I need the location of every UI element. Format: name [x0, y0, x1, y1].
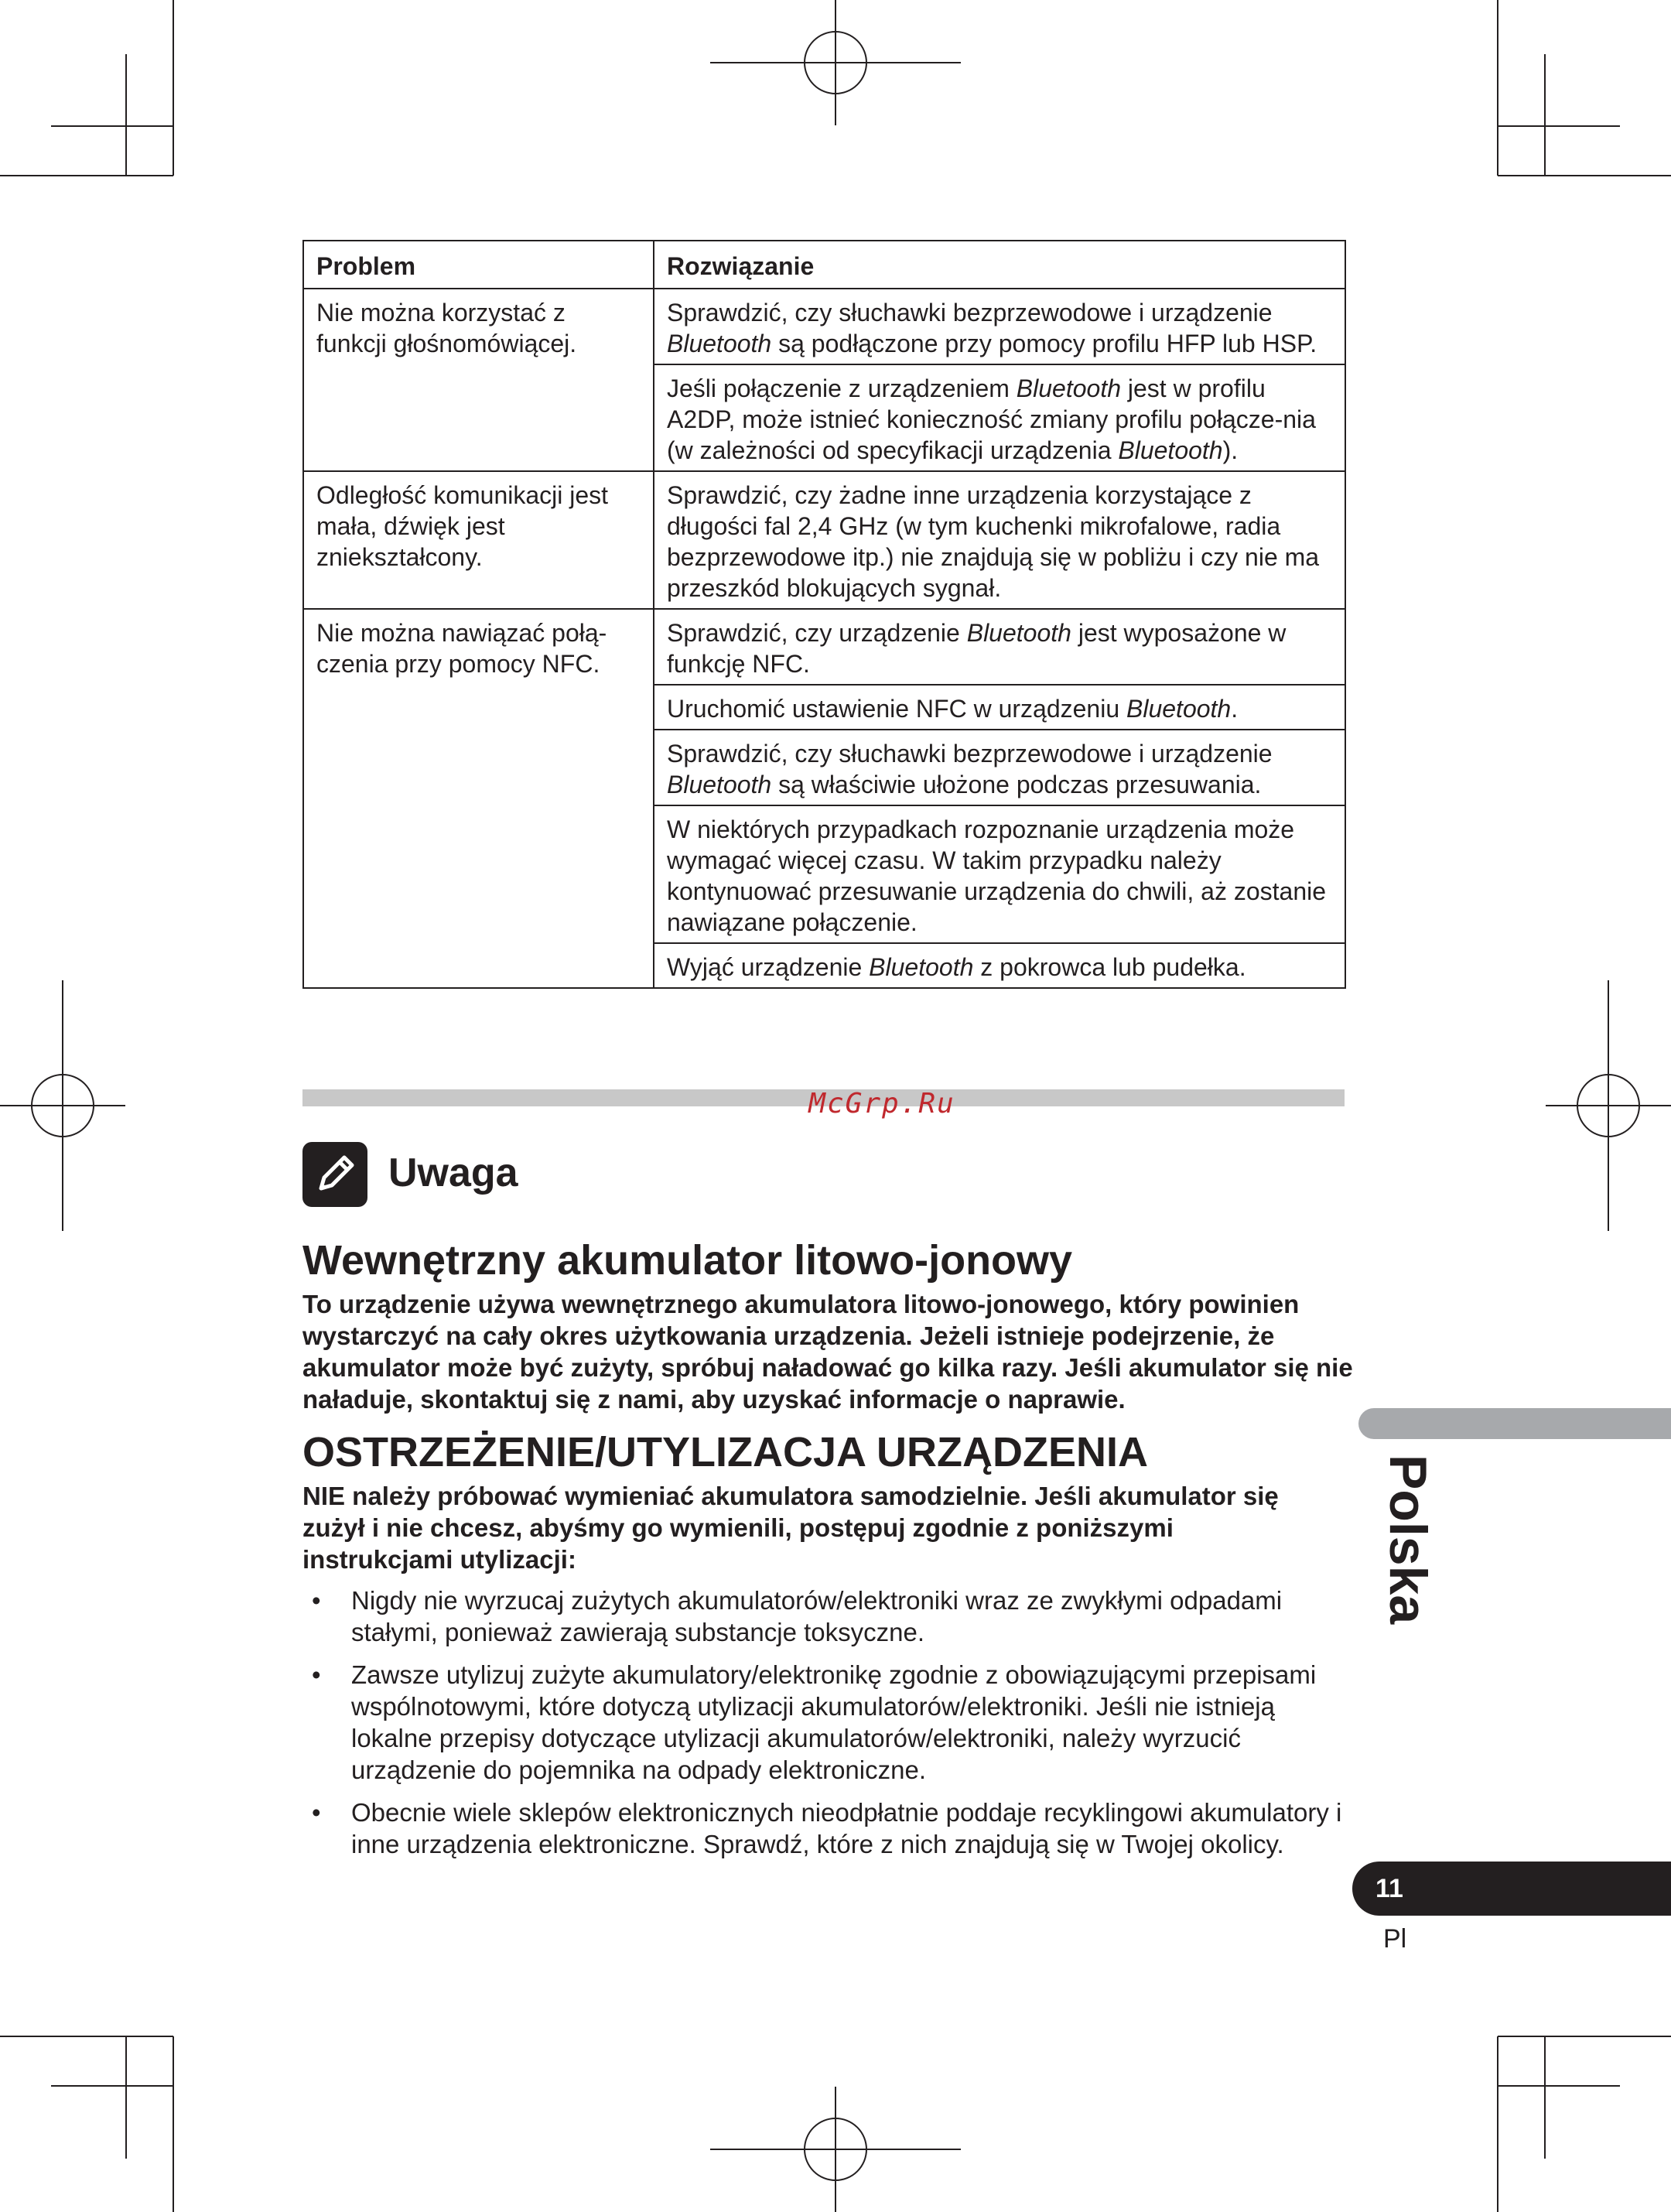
header-problem: Problem — [303, 241, 654, 289]
page-number: 11 — [1375, 1874, 1403, 1903]
language-label: Polska — [1379, 1455, 1437, 1625]
emphasis-text: Bluetooth — [667, 771, 772, 798]
battery-text: To urządzenie używa wewnętrznego akumulatora litowo-jonowego, który powinien wystarczyć na cały okres użytkowania urządzenia. Jeżeli istnieje podejrzenie, że akumulator może być zużyty, spróbuj naładować go kilka razy. Jeśli akumulator się nie naładuje, skontaktuj się z nami, aby uzyskać informacje o naprawie. — [302, 1290, 1353, 1414]
bullet: • — [312, 1586, 321, 1615]
solution-cell — [654, 685, 1345, 730]
text-run: Sprawdzić, czy żadne inne urządzenia korzystające z długości fal 2,4 GHz (w tym kuchenki mikrofalowe, radia bezprzewodowe itp.) nie znajdują się w pobliżu i czy nie ma przeszkód blokujących sygnał. — [667, 481, 1320, 602]
text-run: Sprawdzić, czy urządzenie — [667, 619, 967, 647]
text-run: Sprawdzić, czy słuchawki bezprzewodowe i urządzenie — [667, 740, 1273, 768]
list-item-text: Nigdy nie wyrzucaj zużytych akumulatorów/elektroniki wraz ze zwykłymi odpadami stałymi, ponieważ zawierają substancje toksyczne. — [351, 1586, 1283, 1646]
text-run: Sprawdzić, czy słuchawki bezprzewodowe i urządzenie — [667, 299, 1273, 327]
disposal-heading: OSTRZEŻENIE/UTYLIZACJA URZĄDZENIA — [302, 1429, 1148, 1475]
text-run: . — [1231, 695, 1239, 723]
text-run: Jeśli połączenie z urządzeniem — [667, 374, 1017, 402]
list-item — [302, 1585, 1347, 1648]
text-run: z pokrowca lub pudełka. — [973, 953, 1246, 981]
text-run: ). — [1222, 436, 1239, 464]
language-code: Pl — [1383, 1924, 1407, 1954]
language-tab — [1358, 1408, 1671, 1439]
text-run: jest w profilu A2DP, może istnieć konieczność zmiany profilu połącze-nia (w zależności od specyfikacji urządzenia — [667, 374, 1316, 464]
text-run: są podłączone przy pomocy profilu HFP lub HSP. — [771, 330, 1317, 357]
bullet: • — [312, 1798, 321, 1827]
solution-cell — [654, 364, 1345, 471]
header-solution: Rozwiązanie — [654, 241, 1345, 289]
bullet: • — [312, 1660, 321, 1689]
problem-cell: Odległość komunikacji jest mała, dźwięk jest zniekształcony. — [303, 471, 654, 609]
emphasis-text: Bluetooth — [869, 953, 974, 981]
emphasis-text: Bluetooth — [966, 619, 1071, 647]
solution-cell — [654, 289, 1345, 364]
list-item-text: Obecnie wiele sklepów elektronicznych nieodpłatnie poddaje recyklingowi akumulatory i inne urządzenia elektroniczne. Sprawdź, które z nich znajdują się w Twojej okolicy. — [351, 1798, 1342, 1858]
solution-cell — [654, 805, 1345, 943]
text-run: W niektórych przypadkach rozpoznanie urządzenia może wymagać więcej czasu. W takim przypadku należy kontynuować przesuwanie urządzenia do chwili, aż zostanie nawiązane połączenie. — [667, 815, 1327, 936]
solution-cell — [654, 730, 1345, 805]
text-run: jest wyposażone w funkcję NFC. — [667, 619, 1287, 678]
problem-cell: Nie można nawiązać połą-czenia przy pomocy NFC. — [303, 609, 654, 988]
emphasis-text: Bluetooth — [1126, 695, 1232, 723]
problem-cell: Nie można korzystać z funkcji głośnomówiącej. — [303, 289, 654, 471]
solution-cell — [654, 609, 1345, 685]
battery-heading: Wewnętrzny akumulator litowo-jonowy — [302, 1237, 1073, 1284]
list-item — [302, 1797, 1347, 1860]
list-item-text: Zawsze utylizuj zużyte akumulatory/elektronikę zgodnie z obowiązującymi przepisami wspólnotowymi, które dotyczą utylizacji akumulatorów/elektroniki. Jeśli nie istnieją lokalne przepisy dotyczące utylizacji akumulatorów/elektroniki, należy wyrzucić urządzenie do pojemnika na odpady elektroniczne. — [351, 1660, 1317, 1784]
watermark: McGrp.Ru — [808, 1088, 955, 1120]
emphasis-text: Bluetooth — [1118, 436, 1223, 464]
disposal-instructions-list — [302, 1585, 1347, 1871]
solution-cell — [654, 943, 1345, 988]
table-header-row — [303, 241, 1345, 289]
disposal-text: NIE należy próbować wymieniać akumulatora samodzielnie. Jeśli akumulator się zużył i nie chcesz, abyśmy go wymienili, postępuj zgodnie z poniższymi instrukcjami utylizacji: — [302, 1482, 1279, 1574]
emphasis-text: Bluetooth — [1016, 374, 1121, 402]
text-run: są właściwie ułożone podczas przesuwania. — [771, 771, 1262, 798]
text-run: Uruchomić ustawienie NFC w urządzeniu — [667, 695, 1126, 723]
table-row — [303, 471, 1345, 609]
solution-cell — [654, 471, 1345, 609]
text-run: Wyjąć urządzenie — [667, 953, 870, 981]
pencil-icon — [302, 1142, 367, 1207]
emphasis-text: Bluetooth — [667, 330, 772, 357]
table-row — [303, 609, 1345, 685]
troubleshooting-table — [302, 240, 1346, 989]
table-row — [303, 289, 1345, 364]
table-body — [303, 289, 1345, 988]
list-item — [302, 1659, 1347, 1786]
note-title: Uwaga — [388, 1150, 518, 1195]
